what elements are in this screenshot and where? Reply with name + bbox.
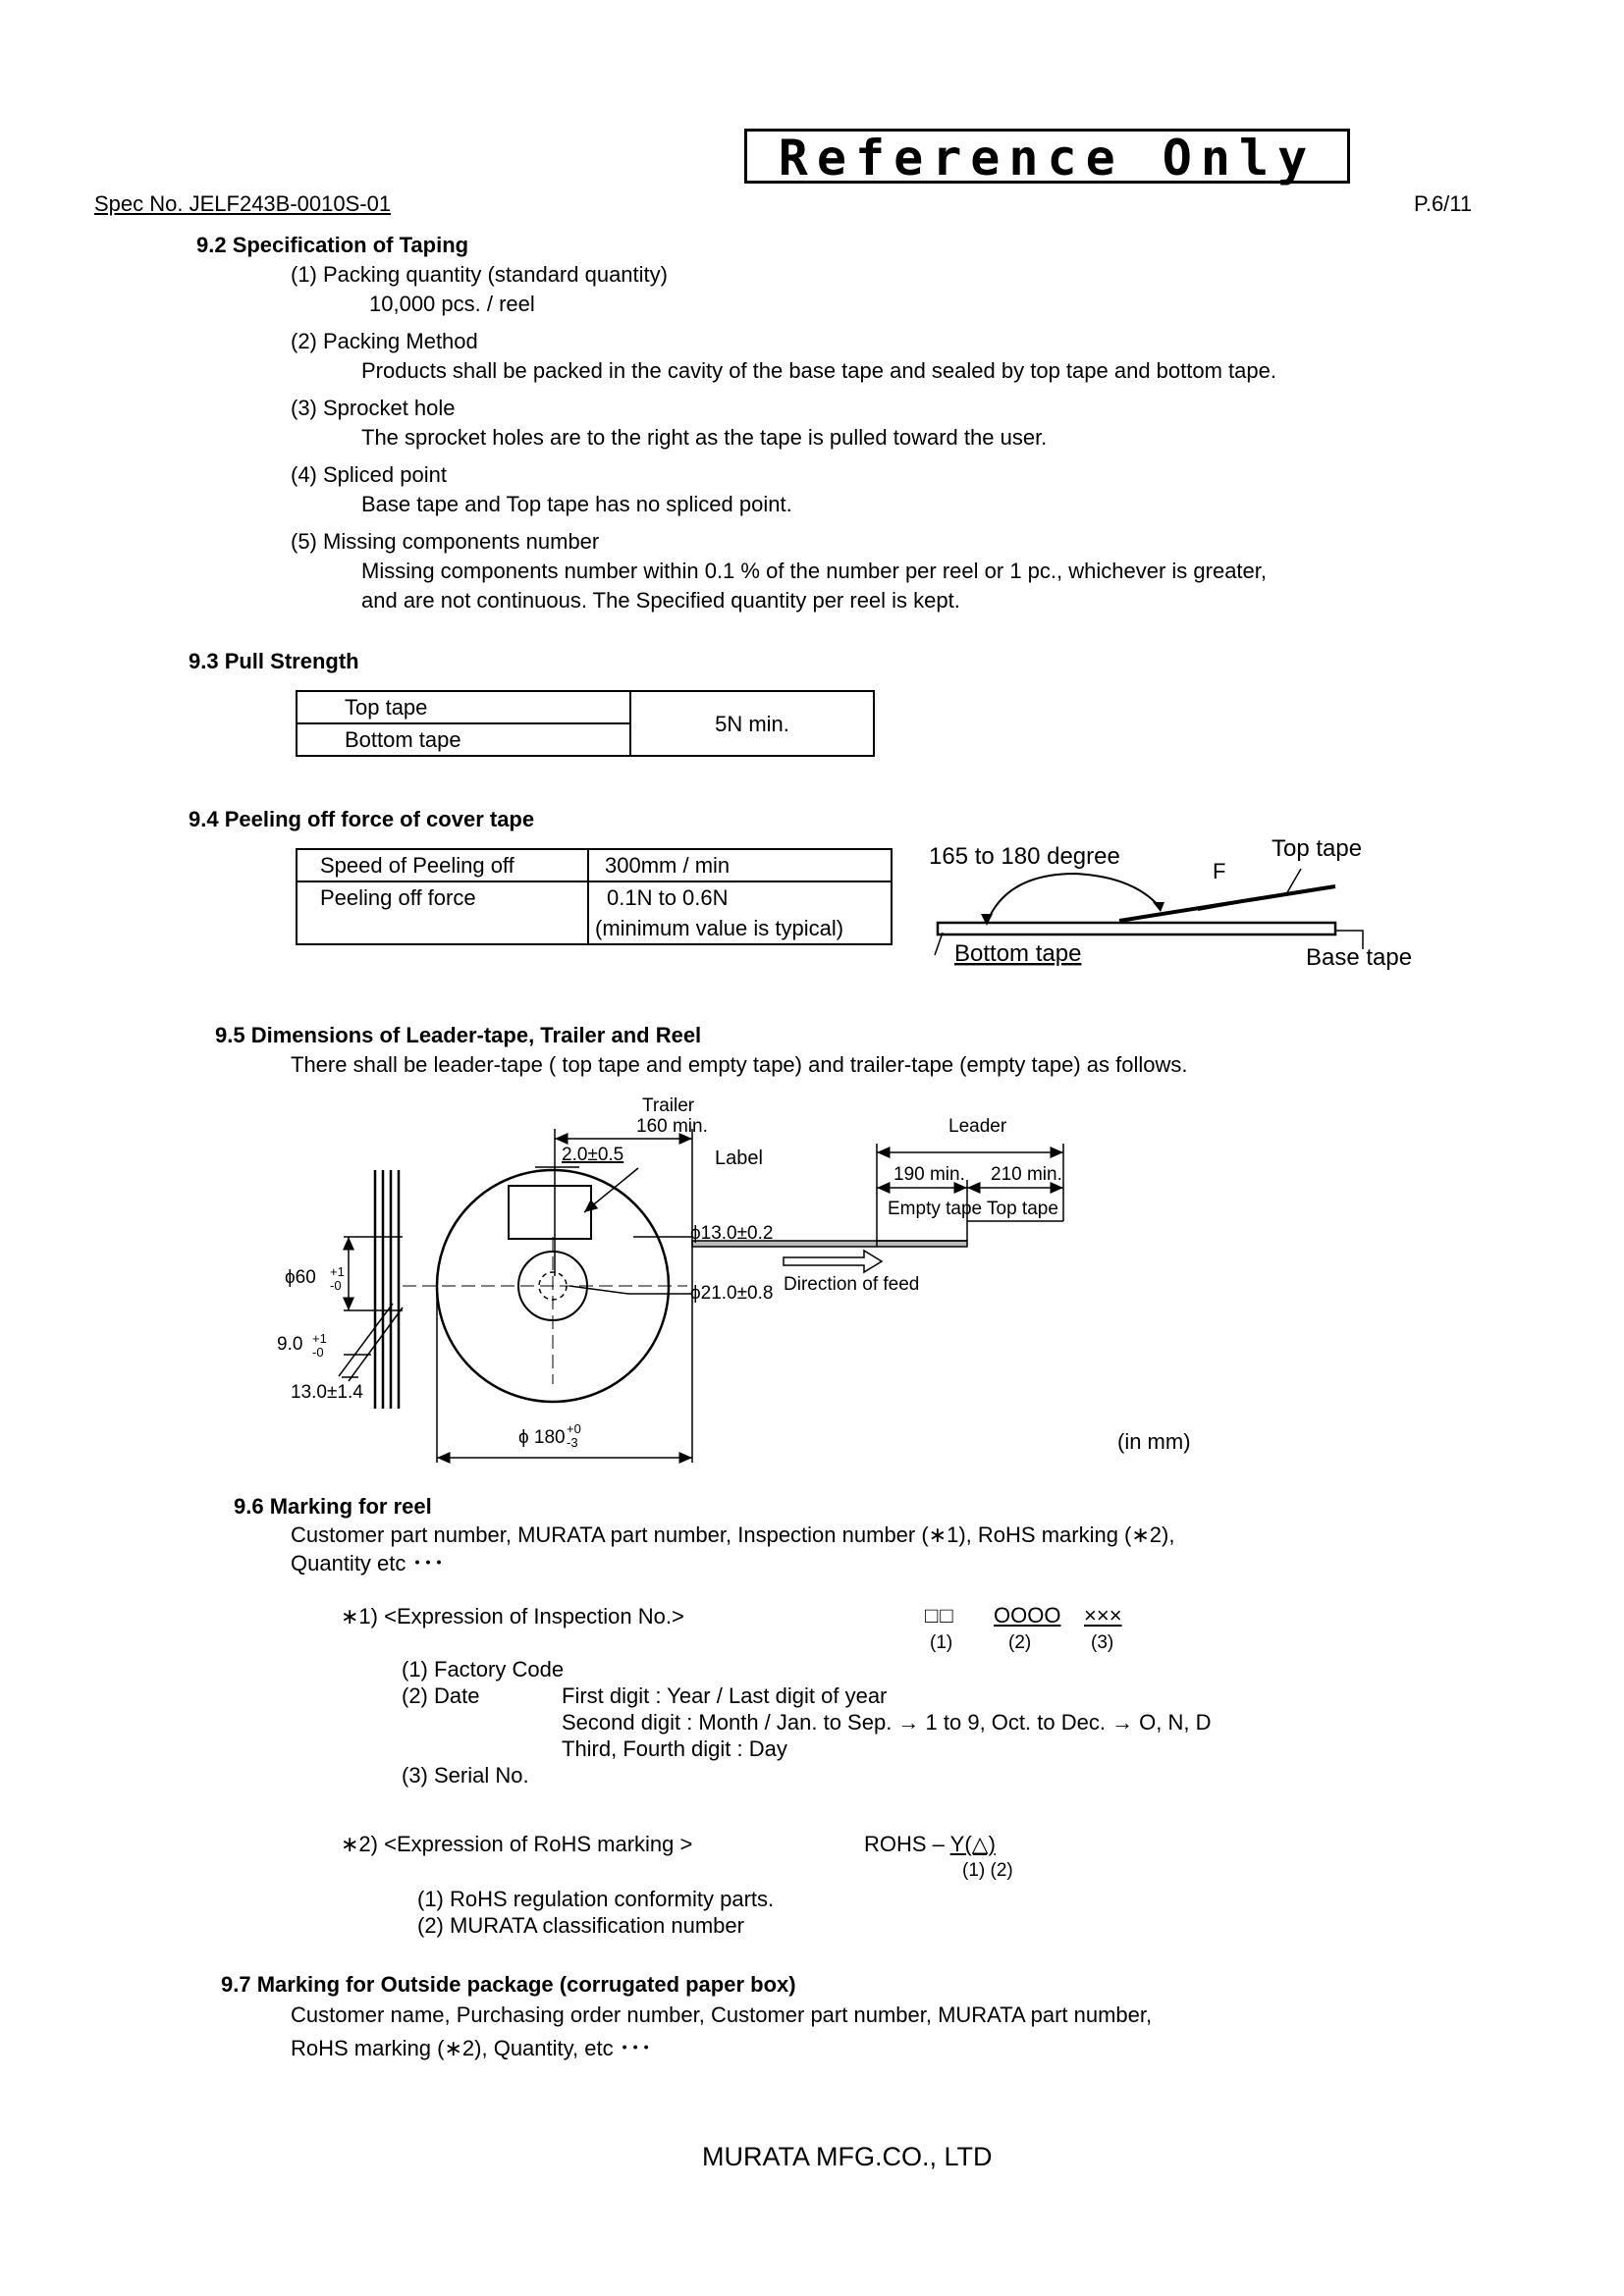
peel-force-note: (minimum value is typical): [595, 916, 844, 940]
insp-code-2: OOOO: [994, 1603, 1061, 1628]
phi60-label: ϕ60: [285, 1267, 316, 1288]
insp-num-3: (3): [1091, 1632, 1114, 1653]
label-label: Label: [715, 1148, 763, 1169]
angle-arrow-right: [1153, 902, 1164, 912]
s97-line-1: Customer name, Purchasing order number, Customer part number, MURATA part number,: [291, 2002, 1153, 2027]
insp-num-2: (2): [1008, 1632, 1032, 1653]
s92-item-5-text-2: and are not continuous. The Specified quantity per reel is kept.: [361, 588, 960, 613]
w90-tol-dn: -0: [312, 1345, 324, 1360]
date-second-digit: Second digit : Month / Jan. to Sep. → 1 to 9, Oct. to Dec. → O, N, D: [562, 1710, 1212, 1735]
s96-line-2: Quantity etc ･･･: [291, 1551, 445, 1575]
rohs-code-y: Y: [949, 1832, 965, 1856]
insp-num-1: (1): [930, 1632, 953, 1653]
dim-2-0-label: 2.0±0.5: [562, 1145, 624, 1165]
trailer-label: Trailer: [642, 1095, 695, 1116]
peeling-table: [296, 848, 893, 945]
s92-item-2-text: Products shall be packed in the cavity of the base tape and sealed by top tape and bottom tape.: [361, 358, 1276, 383]
top-tape-label: Top tape: [1272, 835, 1363, 862]
serial-no: (3) Serial No.: [402, 1763, 529, 1788]
s92-item-1-text: 10,000 pcs. / reel: [369, 292, 535, 316]
section-9-4-title: 9.4 Peeling off force of cover tape: [189, 807, 535, 831]
peeling-diagram: [913, 829, 1463, 977]
s92-item-4-text: Base tape and Top tape has no spliced point.: [361, 492, 792, 516]
angle-label: 165 to 180 degree: [929, 843, 1120, 870]
pull-row-bottom-tape: Bottom tape: [297, 723, 630, 756]
section-9-7-title: 9.7 Marking for Outside package (corrugated paper box): [221, 1972, 796, 1997]
base-tape-label: Base tape: [1306, 944, 1413, 971]
label-box: [509, 1186, 591, 1239]
top-tape-line: [1119, 886, 1335, 921]
rohs-item-2: (2) MURATA classification number: [417, 1913, 744, 1938]
inspection-title: ∗1) <Expression of Inspection No.>: [341, 1604, 684, 1629]
footer-company: MURATA MFG.CO., LTD: [702, 2142, 993, 2171]
d21-label: ϕ21.0±0.8: [690, 1283, 774, 1304]
insp-code-1: □□: [925, 1603, 955, 1628]
section-9-5-title: 9.5 Dimensions of Leader-tape, Trailer and Reel: [215, 1023, 702, 1047]
peel-force-value: 0.1N to 0.6N: [607, 885, 729, 910]
top-tape-leader-label: Top tape: [987, 1199, 1058, 1219]
phi180-tol-dn: -3: [567, 1435, 578, 1450]
date-third-digit: Third, Fourth digit : Day: [562, 1736, 787, 1761]
reel-side-view: [339, 1170, 403, 1409]
angle-arc: [987, 874, 1161, 923]
force-label: F: [1213, 859, 1226, 883]
s92-item-3-text: The sprocket holes are to the right as the tape is pulled toward the user.: [361, 425, 1048, 450]
bottom-tape-leader: [935, 933, 943, 955]
date-first-digit: First digit : Year / Last digit of year: [562, 1683, 888, 1708]
rohs-numbers: (1) (2): [962, 1860, 1013, 1881]
s96-line-1: Customer part number, MURATA part number, Inspection number (∗1), RoHS marking (∗2),: [291, 1522, 1175, 1547]
factory-code: (1) Factory Code: [402, 1657, 565, 1682]
s97-line-2: RoHS marking (∗2), Quantity, etc ･･･: [291, 2036, 652, 2060]
w13-label: 13.0±1.4: [291, 1382, 363, 1403]
w90-tol-up: +1: [312, 1331, 327, 1346]
s92-item-3: (3) Sprocket hole: [291, 396, 456, 420]
phi180-label: ϕ 180: [518, 1427, 566, 1448]
dim-210-label: 210 min.: [991, 1164, 1062, 1185]
reference-only-text: Reference Only: [778, 130, 1317, 187]
feed-arrow: [784, 1251, 882, 1272]
rohs-item-1: (1) RoHS regulation conformity parts.: [417, 1887, 775, 1911]
rohs-code-prefix: ROHS –: [864, 1832, 945, 1856]
leader-label: Leader: [948, 1116, 1007, 1137]
peel-force-value-cell: [588, 881, 892, 944]
page-number: P.6/11: [1414, 191, 1473, 216]
w90-label: 9.0: [277, 1334, 303, 1355]
s92-item-2: (2) Packing Method: [291, 329, 478, 353]
s92-item-4: (4) Spliced point: [291, 462, 447, 487]
s92-item-5: (5) Missing components number: [291, 529, 600, 554]
peel-speed-value: 300mm / min: [588, 849, 892, 881]
reel-diagram: [245, 1090, 1227, 1463]
bottom-tape-label: Bottom tape: [954, 940, 1082, 967]
s92-item-5-text-1: Missing components number within 0.1 % of the number per reel or 1 pc., whichever is greater,: [361, 559, 1268, 583]
phi180-tol-up: +0: [567, 1421, 581, 1436]
dim-190-label: 190 min.: [893, 1164, 965, 1185]
s92-item-1: (1) Packing quantity (standard quantity): [291, 262, 668, 287]
feed-label: Direction of feed: [784, 1274, 920, 1295]
section-9-3-title: 9.3 Pull Strength: [189, 649, 359, 673]
date-label: (2) Date: [402, 1683, 480, 1708]
reference-only-stamp: [744, 129, 1350, 187]
unit-label: (in mm): [1117, 1429, 1191, 1454]
section-9-6-title: 9.6 Marking for reel: [234, 1494, 432, 1519]
insp-code-3: ×××: [1084, 1603, 1122, 1628]
trailer-length: 160 min.: [636, 1116, 708, 1137]
peel-force-label: Peeling off force: [297, 881, 588, 944]
spec-number: Spec No. JELF243B-0010S-01: [94, 191, 392, 216]
pull-value: 5N min.: [630, 691, 874, 756]
section-9-2-title: 9.2 Specification of Taping: [196, 233, 469, 257]
phi60-tol-dn: -0: [330, 1278, 342, 1293]
d13-label: ϕ13.0±0.2: [690, 1223, 774, 1244]
label-leader: [584, 1168, 638, 1212]
empty-tape-label: Empty tape: [888, 1199, 983, 1219]
rohs-title: ∗2) <Expression of RoHS marking >: [341, 1832, 693, 1856]
pull-row-top-tape: Top tape: [297, 691, 630, 723]
rohs-code-triangle: (△): [964, 1832, 996, 1856]
rohs-code: [864, 1832, 996, 1857]
base-tape-shape: [938, 923, 1335, 934]
pull-strength-table: [296, 690, 875, 757]
peel-speed-label: Speed of Peeling off: [297, 849, 588, 881]
phi60-tol-up: +1: [330, 1264, 345, 1279]
s95-description: There shall be leader-tape ( top tape and empty tape) and trailer-tape (empty tape) as follows.: [291, 1052, 1188, 1077]
